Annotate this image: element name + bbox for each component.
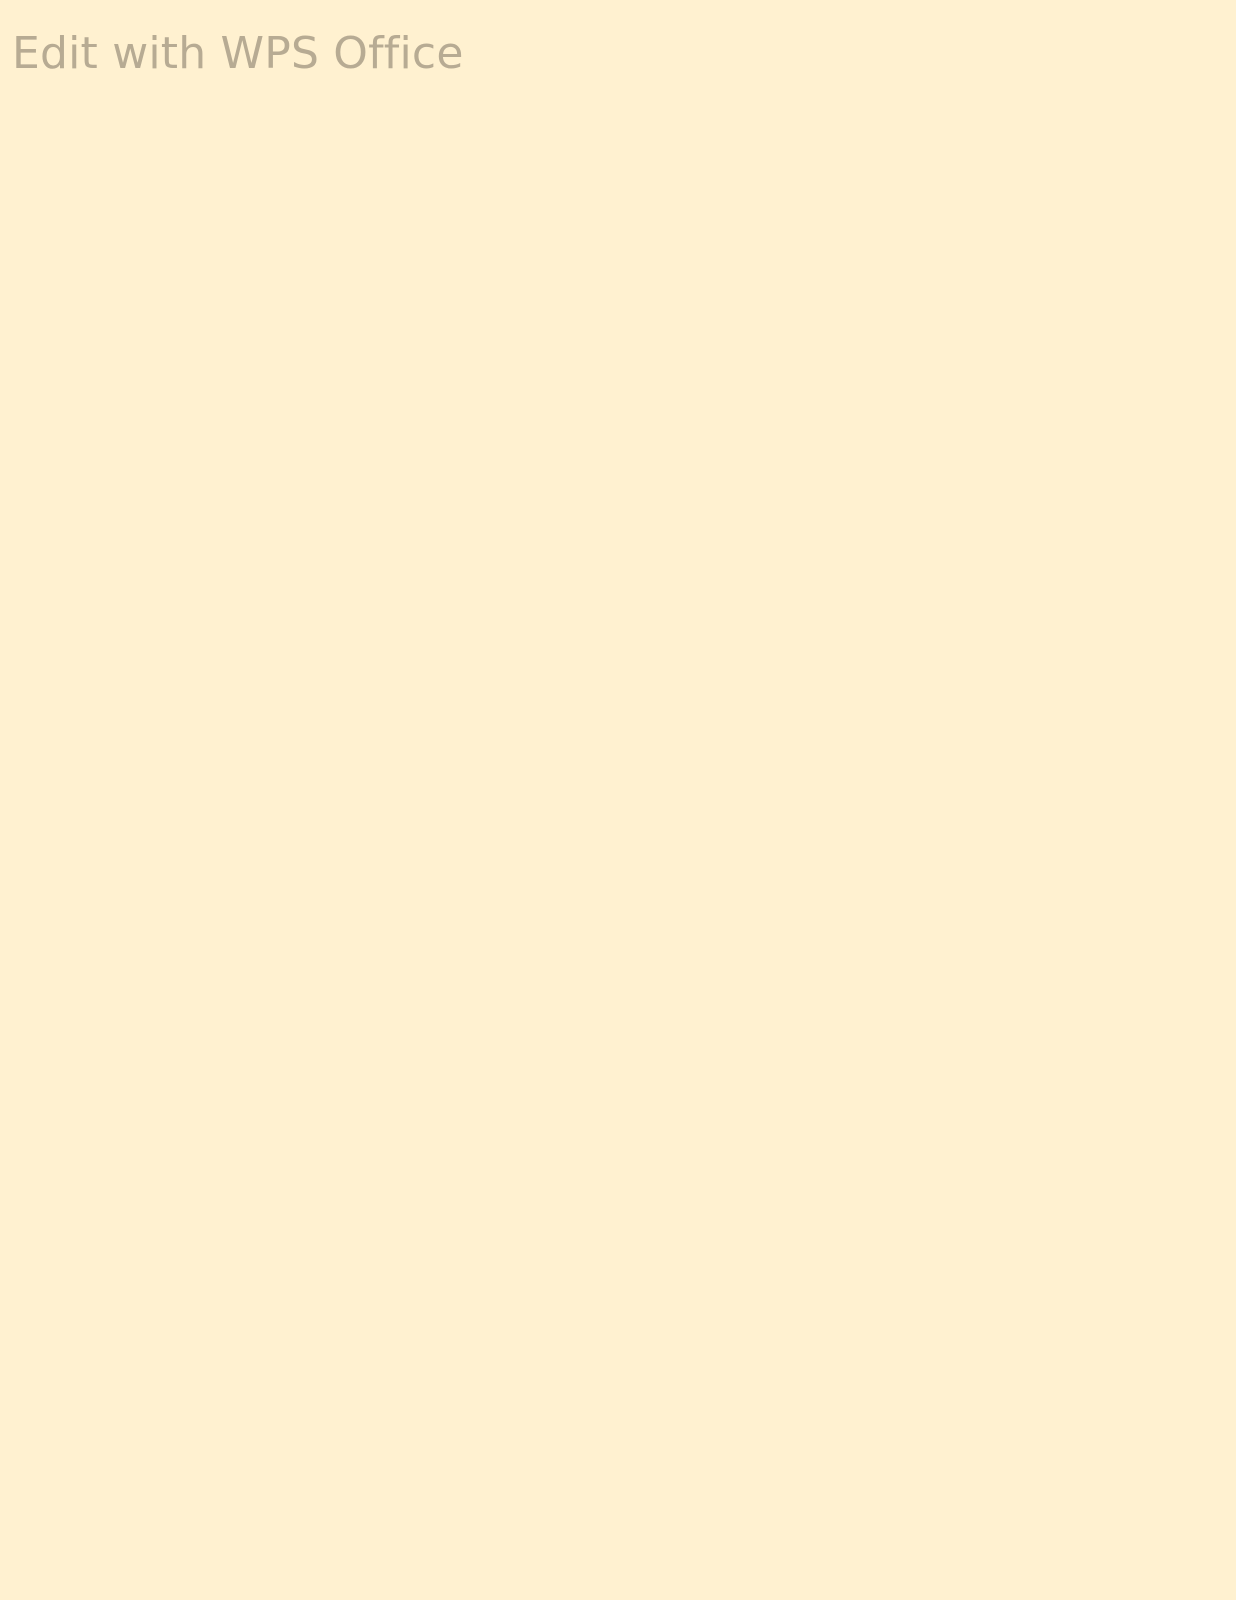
document-body: [146, 146, 1090, 1456]
wps-watermark: Edit with WPS Office: [12, 28, 464, 79]
